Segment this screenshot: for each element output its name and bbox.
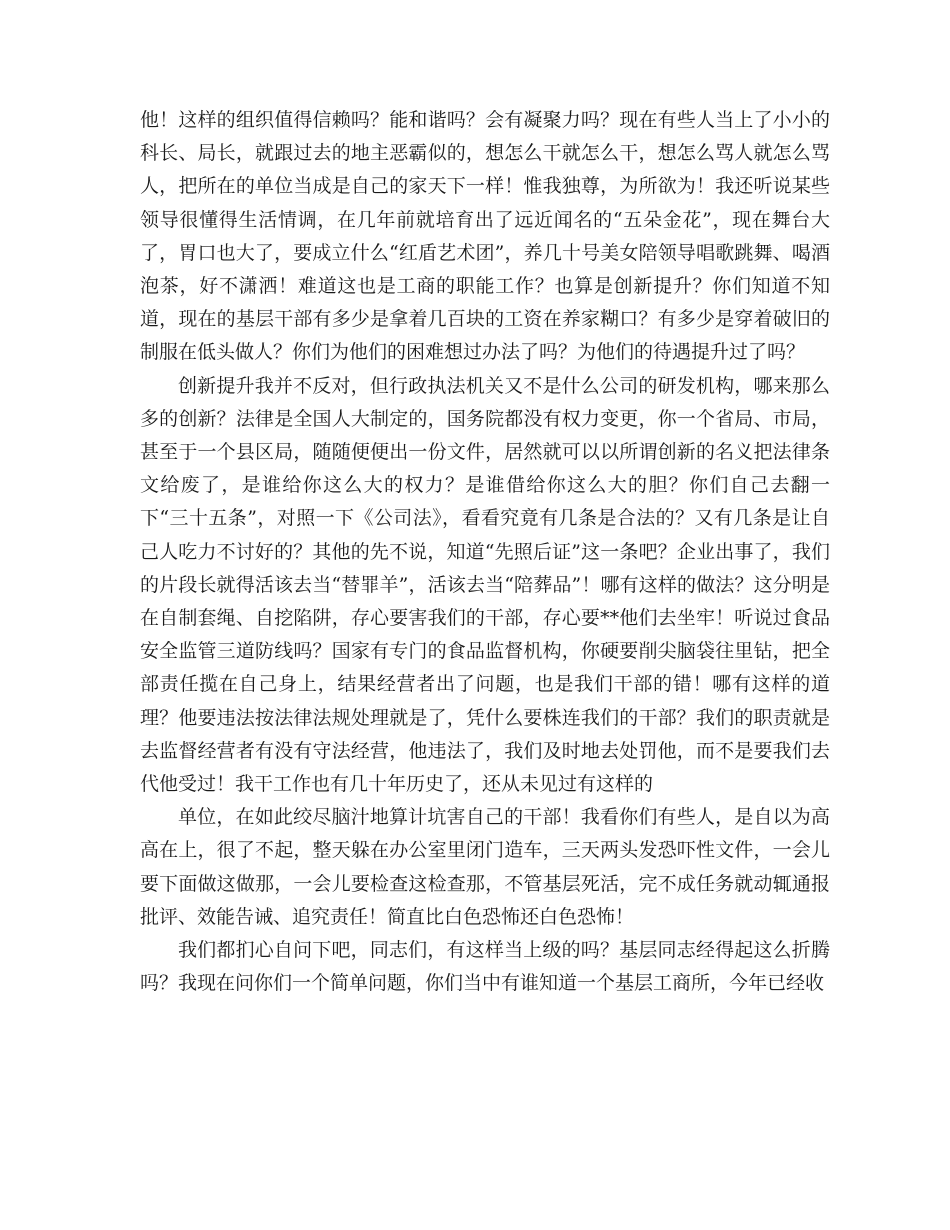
paragraph-2: 创新提升我并不反对，但行政执法机关又不是什么公司的研发机构，哪来那么多的创新？法律是全国人大制定的，国务院都没有权力变更，你一个省局、市局，甚至于一个县区局，随随便便出一份文件，居然就可以以所谓创新的名义把法律条文给废了，是谁给你这么大的权力？是谁借给你这么大的胆？你们自己去翻一下“三十五条”，对照一下《公司法》，看看究竟有几条是合法的？又有几条是让自己人吃力不讨好的？其他的先不说，知道“先照后证”这一条吧？企业出事了，我们的片段长就得活该去当“替罪羊”，活该去当“陪葬品”！哪有这样的做法？这分明是在自制套绳、自挖陷阱，存心要害我们的干部，存心要**他们去坐牢！听说过食品安全监管三道防线吗？国家有专门的食品监督机构，你硬要削尖脑袋往里钻，把全部责任揽在自己身上，结果经营者出了问题，也是我们干部的错！哪有这样的道理？他要违法按法律法规处理就是了，凭什么要株连我们的干部？我们的职责就是去监督经营者有没有守法经营，他违法了，我们及时地去处罚他，而不是要我们去代他受过！我干工作也有几十年历史了，还从未见过有这样的 [140, 374, 830, 796]
paragraph-1: 他！这样的组织值得信赖吗？能和谐吗？会有凝聚力吗？现在有些人当上了小小的科长、局长，就跟过去的地主恶霸似的，想怎么干就怎么干，想怎么骂人就怎么骂人，把所在的单位当成是自己的家天下一样！惟我独尊，为所欲为！我还听说某些领导很懂得生活情调，在几年前就培育出了远近闻名的“五朵金花”，现在舞台大了，胃口也大了，要成立什么“红盾艺术团”，养几十号美女陪领导唱歌跳舞、喝酒泡茶，好不潇洒！难道这也是工商的职能工作？也算是创新提升？你们知道不知道，现在的基层干部有多少是拿着几百块的工资在养家糊口？有多少是穿着破旧的制服在低头做人？你们为他们的困难想过办法了吗？为他们的待遇提升过了吗？ [140, 109, 830, 364]
paragraph-4: 我们都扪心自问下吧，同志们，有这样当上级的吗？基层同志经得起这么折腾吗？我现在问你们一个简单问题，你们当中有谁知道一个基层工商所，今年已经收 [140, 939, 830, 995]
paragraph-3: 单位，在如此绞尽脑汁地算计坑害自己的干部！我看你们有些人，是自以为高高在上，很了不起，整天躲在办公室里闭门造车，三天两头发恐吓性文件，一会儿要下面做这做那，一会儿要检查这检查那，不管基层死活，完不成任务就动辄通报批评、效能告诫、追究责任！简直比白色恐怖还白色恐怖！ [140, 806, 830, 928]
document-body [140, 104, 830, 1000]
